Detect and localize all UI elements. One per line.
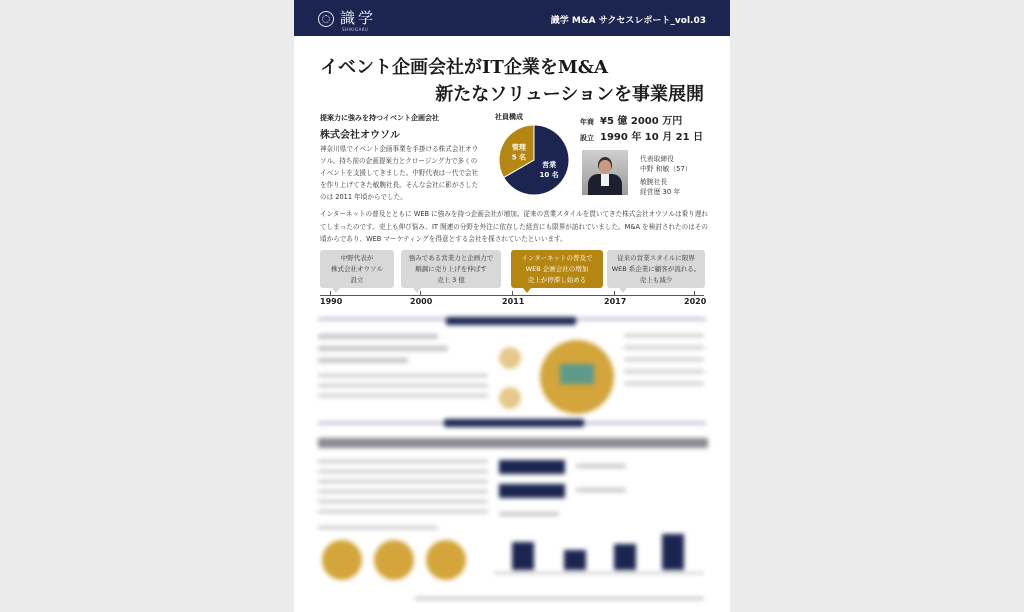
lead-paragraph: インターネットの普及とともに WEB に強みを持つ企画会社が増加。従来の営業スタイルを貫いてきた株式会社オウソルは乗り遅れてしまったのです。売上も伸び悩み、IT 関連の分野を外注に依存した経営にも限界が訪れていました。M&A を検討されたのはその頃からであり、WEB マーケティングを得意とする会社を探されていたといいます。 <box>320 210 709 243</box>
timeline-event-1-text: 中野代表が 株式会社オウソル 設立 <box>331 254 383 284</box>
pie-chart-title: 社員構成 <box>495 113 523 121</box>
pie-slice-label: 営業 <box>542 160 557 169</box>
logo-subtext: SHIKIGAKU <box>342 27 369 32</box>
ceo-photo <box>582 150 628 195</box>
timeline-tick <box>330 291 331 296</box>
timeline-year-2017: 2017 <box>604 297 627 306</box>
headline-line-1: イベント企画会社がIT企業をM&A <box>320 57 608 78</box>
report-title: 識学 M&A サクセスレポート_vol.03 <box>550 16 706 26</box>
revenue-value: ¥5 億 2000 万円 <box>600 116 683 127</box>
timeline-event-4 <box>607 250 705 288</box>
company-name: 株式会社オウソル <box>320 130 400 141</box>
company-description: 神奈川県でイベント企画事業を手掛ける株式会社オウソル。持ち前の企画提案力とクロージング力で多くのイベントを支援してきました。中野代表は一代で会社を作り上げてきた敏腕社長。そんな会社に影がさしたのは 2011 年頃からでした。 <box>320 145 479 201</box>
timeline-event-1 <box>320 250 394 288</box>
timeline-event-3 <box>511 250 603 288</box>
timeline-tick <box>694 291 695 296</box>
revenue-fact <box>580 112 682 127</box>
timeline-event-2-text: 強みである営業力と企画力で 順調に売り上げを伸ばす 売上 3 億 <box>408 254 494 284</box>
timeline-event-4-text: 従来の営業スタイルに限界 WEB 系企業に顧客が流れる。 売上も減少 <box>611 254 701 284</box>
blurred-lower-section <box>294 312 730 612</box>
timeline-event-3-text: インターネットの普及で WEB 企画会社の増加 売上が停滞し始める <box>521 254 593 284</box>
timeline-tick <box>420 291 421 296</box>
ceo-name: 中野 和敏（57） <box>640 165 692 173</box>
founded-key: 設立 <box>580 134 594 142</box>
founded-fact <box>580 128 703 143</box>
staff-pie-chart <box>498 124 570 196</box>
timeline-event-2 <box>401 250 501 288</box>
timeline-year-1990: 1990 <box>320 297 343 306</box>
logo-emblem-icon <box>318 11 334 27</box>
timeline-year-2020: 2020 <box>684 297 707 306</box>
ceo-note-2: 経営歴 30 年 <box>640 188 681 196</box>
report-page <box>294 0 730 612</box>
ceo-role: 代表取締役 <box>640 155 674 163</box>
timeline-year-2000: 2000 <box>410 297 433 306</box>
timeline-tick <box>512 291 513 296</box>
founded-value: 1990 年 10 月 21 日 <box>600 132 704 143</box>
ceo-note-1: 敏腕社長 <box>640 178 668 186</box>
pie-slice-label: 管理 <box>511 143 526 152</box>
logo-text: 識学 <box>340 9 377 27</box>
timeline-year-2011: 2011 <box>502 297 525 306</box>
timeline-tick <box>614 291 615 296</box>
pie-slice-value: 10 名 <box>539 170 559 179</box>
company-tagline: 提案力に強みを持つイベント企画会社 <box>320 114 439 122</box>
report-header <box>294 0 730 36</box>
pie-slice-value: 5 名 <box>511 153 527 162</box>
headline-line-2: 新たなソリューションを事業展開 <box>435 84 704 105</box>
revenue-key: 年商 <box>580 118 594 126</box>
